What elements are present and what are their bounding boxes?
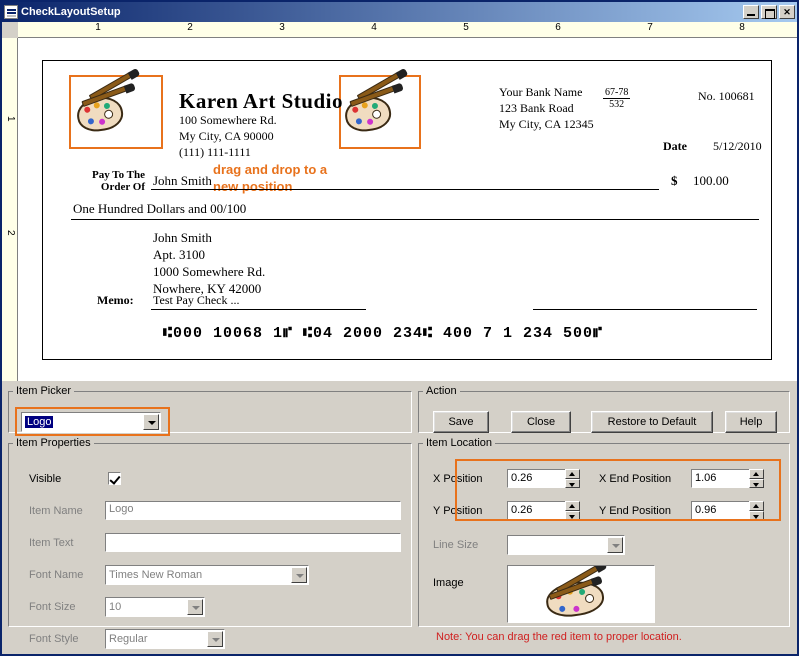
pay-to-label-line1: Pay To The — [92, 169, 145, 181]
horizontal-ruler — [18, 22, 797, 38]
window-controls — [743, 5, 795, 19]
micr-line[interactable]: ⑆000 10068 1⑈ ⑆04 2000 234⑆ 400 7 1 234 500⑈ — [163, 325, 604, 342]
title-bar — [2, 2, 797, 22]
item-text-input[interactable] — [105, 533, 401, 552]
y-end-position-spinner[interactable] — [691, 501, 764, 520]
window-title: CheckLayoutSetup — [21, 6, 121, 18]
payee-address-line-2: Apt. 3100 — [153, 247, 205, 262]
logo-item-selected[interactable] — [69, 75, 163, 149]
y-end-position-spin-buttons[interactable] — [749, 501, 764, 520]
palette-paint-dot — [99, 118, 106, 125]
palette-paint-dot — [352, 106, 359, 113]
visible-label: Visible — [29, 473, 62, 485]
dollar-sign[interactable]: $ — [671, 173, 678, 188]
payee-address-line-1: John Smith — [153, 230, 212, 245]
y-position-spin-buttons[interactable] — [565, 501, 580, 520]
help-button[interactable]: Help — [725, 411, 777, 433]
visible-checkbox[interactable] — [108, 472, 121, 485]
palette-paint-dot — [104, 103, 111, 110]
spin-up-icon[interactable] — [565, 469, 580, 479]
item-location-group-label: Item Location — [426, 437, 493, 449]
font-name-label: Font Name — [29, 569, 84, 581]
font-style-label: Font Style — [29, 633, 79, 645]
ruler-tick-h-1: 1 — [95, 22, 101, 33]
font-name-combo[interactable] — [105, 565, 309, 585]
item-name-label: Item Name — [29, 505, 83, 517]
app-icon — [4, 5, 18, 19]
close-action-button[interactable]: Close — [511, 411, 571, 433]
item-name-input[interactable]: Logo — [105, 501, 401, 520]
x-end-position-label: X End Position — [599, 473, 672, 485]
item-picker-group — [8, 385, 412, 433]
spin-down-icon[interactable] — [565, 511, 580, 521]
y-position-label: Y Position — [433, 505, 483, 517]
font-size-label: Font Size — [29, 601, 76, 613]
logo-item-target[interactable] — [339, 75, 421, 149]
amount-words-line — [71, 219, 759, 220]
spin-down-icon[interactable] — [749, 479, 764, 489]
vertical-ruler — [2, 38, 18, 381]
item-picker-group-label: Item Picker — [16, 385, 72, 397]
font-style-value: Regular — [109, 633, 148, 645]
palette-paint-dot — [579, 589, 586, 596]
check-design-canvas[interactable] — [18, 38, 797, 381]
company-name[interactable]: Karen Art Studio — [179, 89, 343, 113]
palette-thumb-hole — [104, 109, 114, 119]
signature-line — [533, 309, 757, 310]
company-phone[interactable]: (111) 111-1111 — [179, 145, 251, 159]
spin-down-icon[interactable] — [749, 511, 764, 521]
minimize-button[interactable] — [743, 5, 759, 19]
spin-up-icon[interactable] — [749, 469, 764, 479]
chevron-down-icon[interactable] — [187, 599, 203, 615]
bank-name[interactable]: Your Bank Name — [499, 85, 583, 99]
item-picker-combo[interactable] — [21, 412, 161, 432]
x-end-position-spin-buttons[interactable] — [749, 469, 764, 488]
x-position-spinner[interactable] — [507, 469, 580, 488]
palette-thumb-hole — [372, 109, 382, 119]
ruler-tick-h-7: 7 — [647, 22, 653, 33]
font-size-combo[interactable] — [105, 597, 205, 617]
ruler-tick-v-2: 2 — [5, 230, 16, 236]
x-end-position-input[interactable]: 1.06 — [691, 469, 749, 488]
memo-value[interactable]: Test Pay Check ... — [153, 293, 240, 307]
payee-address-line-3: 1000 Somewhere Rd. — [153, 264, 266, 279]
payee-address-line-4: Nowhere, KY 42000 — [153, 281, 262, 296]
ruler-tick-h-6: 6 — [555, 22, 561, 33]
payee-address-block[interactable] — [153, 229, 265, 297]
palette-paint-dot — [559, 605, 566, 612]
pay-to-label-line2: Order Of — [100, 181, 145, 193]
palette-paint-dot — [573, 606, 580, 613]
item-picker-selected-value: Logo — [27, 416, 52, 428]
palette-logo-icon — [71, 77, 161, 147]
spin-down-icon[interactable] — [565, 479, 580, 489]
chevron-down-icon[interactable] — [607, 537, 623, 553]
check-preview — [42, 60, 772, 360]
ruler-tick-h-2: 2 — [187, 22, 193, 33]
image-label: Image — [433, 577, 464, 589]
item-properties-group-label: Item Properties — [16, 437, 91, 449]
restore-default-button[interactable]: Restore to Default — [591, 411, 713, 433]
x-position-spin-buttons[interactable] — [565, 469, 580, 488]
settings-panel — [2, 381, 797, 654]
ruler-tick-h-3: 3 — [279, 22, 285, 33]
drag-hint-line1: drag and drop to a — [213, 162, 328, 177]
palette-paint-dot — [367, 118, 374, 125]
x-position-input[interactable]: 0.26 — [507, 469, 565, 488]
ruler-tick-v-1: 1 — [5, 116, 16, 122]
image-preview[interactable] — [507, 565, 655, 623]
chevron-down-icon[interactable] — [291, 567, 307, 583]
x-position-label: X Position — [433, 473, 483, 485]
font-size-value: 10 — [109, 601, 122, 613]
line-size-label: Line Size — [433, 539, 479, 551]
y-position-spinner[interactable] — [507, 501, 580, 520]
y-end-position-input[interactable]: 0.96 — [691, 501, 749, 520]
amount-words[interactable]: One Hundred Dollars and 00/100 — [73, 201, 247, 216]
ruler-tick-h-5: 5 — [463, 22, 469, 33]
check-number[interactable]: No. 100681 — [698, 89, 755, 103]
item-location-group — [418, 437, 790, 627]
drag-hint-line2: new position — [213, 179, 293, 194]
date-label[interactable]: Date — [663, 139, 687, 153]
action-group — [418, 385, 790, 433]
bank-fraction-denominator: 532 — [609, 99, 625, 110]
payee-name[interactable]: John Smith — [153, 173, 212, 188]
palette-thumb-hole — [584, 593, 594, 603]
y-position-input[interactable]: 0.26 — [507, 501, 565, 520]
palette-paint-dot — [84, 106, 91, 113]
palette-logo-icon — [536, 574, 614, 616]
line-size-combo[interactable] — [507, 535, 625, 555]
ruler-tick-h-8: 8 — [739, 22, 745, 33]
amount-value[interactable]: 100.00 — [693, 173, 729, 188]
memo-line — [151, 309, 366, 310]
palette-paint-dot — [88, 118, 95, 125]
ruler-tick-h-4: 4 — [371, 22, 377, 33]
save-button[interactable]: Save — [433, 411, 489, 433]
palette-logo-icon — [341, 77, 419, 147]
chevron-down-icon[interactable] — [143, 414, 159, 430]
font-style-combo[interactable] — [105, 629, 225, 649]
spin-up-icon[interactable] — [749, 501, 764, 511]
x-end-position-spinner[interactable] — [691, 469, 764, 488]
bank-fraction — [603, 87, 630, 110]
company-address-line2[interactable]: My City, CA 90000 — [179, 129, 274, 143]
pay-to-label[interactable] — [79, 169, 145, 193]
chevron-down-icon[interactable] — [207, 631, 223, 647]
bank-address-line1[interactable]: 123 Bank Road — [499, 101, 574, 115]
help-note: Note: You can drag the red item to proper location. — [436, 631, 682, 643]
y-end-position-label: Y End Position — [599, 505, 671, 517]
item-properties-group — [8, 437, 412, 645]
spin-up-icon[interactable] — [565, 501, 580, 511]
date-value[interactable]: 5/12/2010 — [713, 139, 762, 153]
item-text-label: Item Text — [29, 537, 74, 549]
font-name-value: Times New Roman — [109, 569, 203, 581]
maximize-button[interactable] — [761, 5, 777, 19]
bank-fraction-numerator: 67-78 — [605, 87, 629, 98]
action-group-label: Action — [426, 385, 457, 397]
bank-address-line2[interactable]: My City, CA 12345 — [499, 117, 594, 131]
close-button[interactable]: ✕ — [779, 5, 795, 19]
company-address-line1[interactable]: 100 Somewhere Rd. — [179, 113, 277, 127]
memo-label[interactable]: Memo: — [97, 293, 134, 307]
palette-paint-dot — [372, 103, 379, 110]
palette-paint-dot — [356, 118, 363, 125]
payee-line — [151, 189, 659, 190]
